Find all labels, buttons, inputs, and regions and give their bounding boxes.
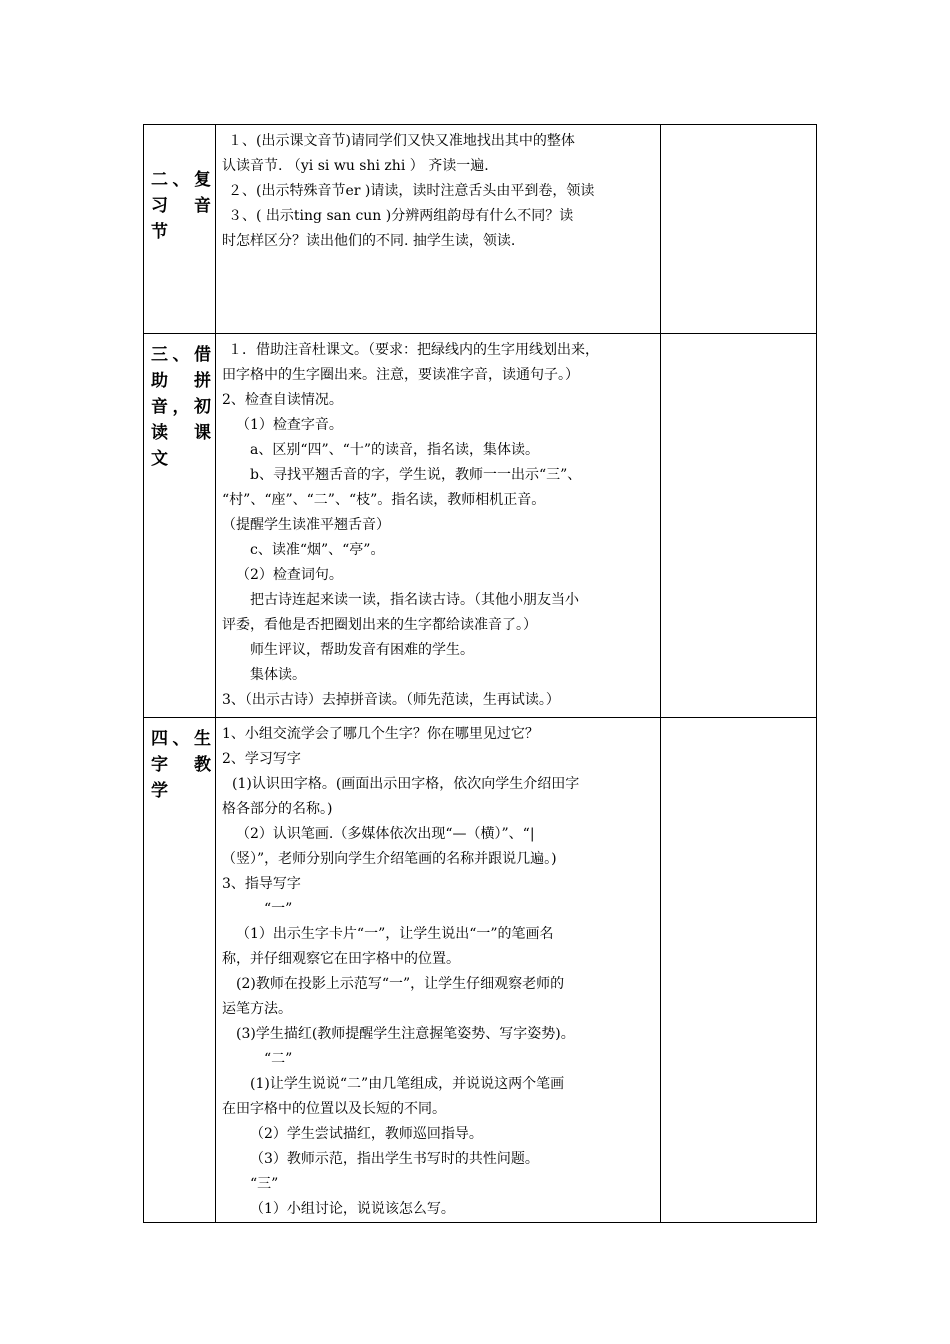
content-line: 在田字格中的位置以及长短的不同。	[222, 1101, 446, 1117]
content-line: 格各部分的名称。)	[222, 801, 333, 817]
heading-line: 字 教	[151, 755, 211, 775]
section-heading-cell	[144, 718, 216, 1223]
content-line: 2、检查自读情况。	[222, 392, 343, 408]
content-line: （2）学生尝试描红，教师巡回指导。	[250, 1126, 483, 1142]
content-line: (1)认识田字格。(画面出示田字格，依次向学生介绍田字	[232, 776, 580, 792]
heading-line: 习 音	[151, 196, 211, 216]
content-line: 运笔方法。	[222, 1001, 292, 1017]
content-line: 师生评议，帮助发音有困难的学生。	[250, 642, 474, 658]
section-content-cell	[216, 125, 661, 334]
content-line: 2、学习写字	[222, 751, 301, 767]
content-line: 称，并仔细观察它在田字格中的位置。	[222, 951, 460, 967]
section-heading	[144, 334, 215, 472]
heading-line: 文	[151, 449, 168, 469]
content-line: “一”	[264, 901, 293, 917]
content-line: ３、( 出示ting san cun )分辨两组韵母有什么不同？读	[228, 208, 574, 224]
section-heading-cell	[144, 334, 216, 718]
heading-line: 二、复	[151, 170, 211, 190]
content-line: （2）认识笔画.（多媒体依次出现“—（横）”、“|	[236, 826, 535, 842]
section-heading	[144, 125, 215, 245]
content-line: “村”、“座”、“二”、“枝”。指名读，教师相机正音。	[222, 492, 546, 508]
notes-cell	[661, 718, 817, 1223]
content-line: “二”	[264, 1051, 293, 1067]
content-line: 3、指导写字	[222, 876, 301, 892]
heading-line: 读 课	[151, 423, 211, 443]
content-line: （1）小组讨论，说说该怎么写。	[250, 1201, 455, 1217]
content-line: （提醒学生读准平翘舌音）	[222, 517, 390, 533]
heading-line: 三、借	[151, 345, 211, 365]
content-line: 田字格中的生字圈出来。注意，要读准字音，读通句子。）	[222, 367, 579, 383]
heading-line: 节	[151, 222, 168, 242]
section-heading-cell	[144, 125, 216, 334]
notes-cell	[661, 125, 817, 334]
content-line: （2）检查词句。	[236, 567, 343, 583]
content-line: 认读音节. （yi si wu shi zhi ） 齐读一遍.	[222, 158, 489, 174]
section-row	[144, 334, 817, 718]
content-line: 时怎样区分？读出他们的不同. 抽学生读，领读.	[222, 233, 516, 249]
heading-line: 学	[151, 781, 168, 801]
content-line: 3、（出示古诗）去掉拼音读。（师先范读，生再试读。）	[222, 692, 560, 708]
content-line: 评委，看他是否把圈划出来的生字都给读准音了。）	[222, 617, 537, 633]
content-line: a、区别“四”、“十”的读音，指名读，集体读。	[250, 442, 539, 458]
section-content-cell	[216, 334, 661, 718]
lesson-plan-table	[143, 124, 817, 1223]
content-line: （1）检查字音。	[236, 417, 343, 433]
content-line: (3)学生描红(教师提醒学生注意握笔姿势、写字姿势)。	[236, 1026, 575, 1042]
content-line: ２、(出示特殊音节er )请读，读时注意舌头由平到卷，领读	[228, 183, 595, 199]
content-line: （竖）”，老师分别向学生介绍笔画的名称并跟说几遍。)	[222, 851, 557, 867]
section-row	[144, 125, 817, 334]
content-line: １．借助注音杜课文。（要求：把绿线内的生字用线划出来，	[228, 342, 599, 358]
heading-line: 助 拼	[151, 371, 211, 391]
content-line: １、(出示课文音节)请同学们又快又准地找出其中的整体	[228, 133, 575, 149]
heading-line: 音，初	[151, 397, 211, 417]
heading-line: 四、生	[151, 729, 211, 749]
content-line: （1）出示生字卡片“一”，让学生说出“一”的笔画名	[236, 926, 554, 942]
content-line: b、寻找平翘舌音的字，学生说，教师一一出示“三”、	[250, 467, 582, 483]
content-line: 集体读。	[250, 667, 306, 683]
section-heading	[144, 718, 215, 804]
content-line: (2)教师在投影上示范写“一”，让学生仔细观察老师的	[236, 976, 565, 992]
content-line: “三”	[250, 1176, 279, 1192]
content-line: c、读准“烟”、“亭”。	[250, 542, 385, 558]
section-content-cell	[216, 718, 661, 1223]
content-line: （3）教师示范，指出学生书写时的共性问题。	[250, 1151, 539, 1167]
section-row	[144, 718, 817, 1223]
content-line: 1、小组交流学会了哪几个生字？你在哪里见过它？	[222, 726, 539, 742]
notes-cell	[661, 334, 817, 718]
content-line: (1)让学生说说“二”由几笔组成，并说说这两个笔画	[250, 1076, 565, 1092]
content-line: 把古诗连起来读一读，指名读古诗。（其他小朋友当小	[250, 592, 579, 608]
